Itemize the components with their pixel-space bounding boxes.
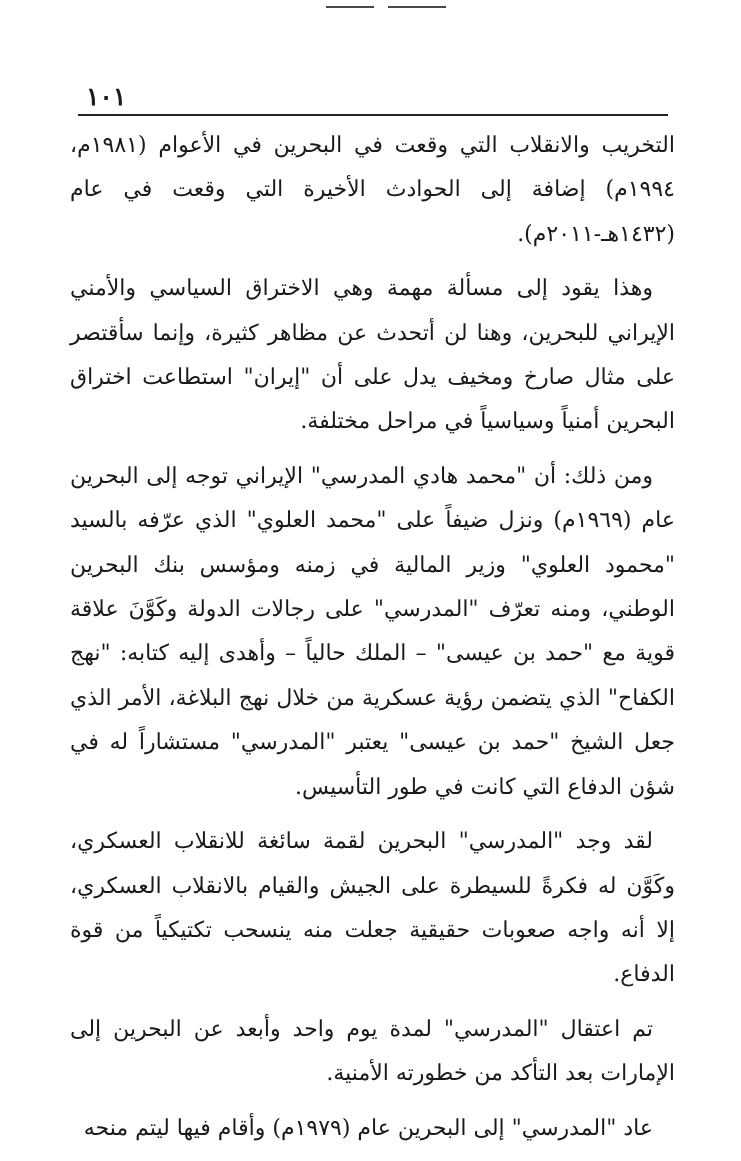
- page-header: [78, 76, 668, 116]
- paragraph-1: التخريب والانقلاب التي وقعت في البحرين في الأعوام (١٩٨١م، ١٩٩٤م) إضافة إلى الحوادث الأخيرة التي وقعت في عام (١٤٣٢هـ-٢٠١١م).: [70, 133, 675, 247]
- page-number: ١٠١: [86, 82, 127, 111]
- paragraph-5: تم اعتقال "المدرسي" لمدة يوم واحد وأبعد عن البحرين إلى الإمارات بعد التأكد من خطورته الأمنية.: [70, 1016, 675, 1087]
- top-rule-mark-left: [326, 6, 374, 8]
- paragraph-4: لقد وجد "المدرسي" البحرين لقمة سائغة للانقلاب العسكري، وكَوَّن له فكرةً للسيطرة على الجيش والقيام بالانقلاب العسكري، إلا أنه واجه صعوبات حقيقية جعلت منه ينسحب تكتيكياً من قوة الدفاع.: [70, 829, 675, 988]
- paragraph-6: عاد "المدرسي" إلى البحرين عام (١٩٧٩م) وأقام فيها ليتم منحه: [83, 1115, 653, 1141]
- top-rule-marks: [0, 6, 741, 10]
- paragraph-3: ومن ذلك: أن "محمد هادي المدرسي" الإيراني توجه إلى البحرين عام (١٩٦٩م) ونزل ضيفاً على "محمد العلوي" الذي عرّفه بالسيد "محمود العلوي" وزير المالية في زمنه ومؤسس بنك البحرين الوطني، ومنه تعرّف "المدرسي" على رجالات الدولة وكَوَّنَ علاقة قوية مع "حمد بن عيسى" – الملك حالياً – وأهدى إليه كتابه: "نهج الكفاح" الذي يتضمن رؤية عسكرية من خلال نهج البلاغة، الأمر الذي جعل الشيخ "حمد بن عيسى" يعتبر "المدرسي" مستشاراً له في شؤن الدفاع التي كانت في طور التأسيس.: [70, 463, 675, 800]
- paragraph-2: وهذا يقود إلى مسألة مهمة وهي الاختراق السياسي والأمني الإيراني للبحرين، وهنا لن أتحدث عن مظاهر كثيرة، وإنما سأقتصر على مثال صارخ ومخيف يدل على أن "إيران" استطاعت اختراق البحرين أمنياً وسياسياً في مراحل مختلفة.: [70, 276, 675, 435]
- top-rule-mark-right: [388, 6, 446, 8]
- body-text: [70, 124, 675, 1161]
